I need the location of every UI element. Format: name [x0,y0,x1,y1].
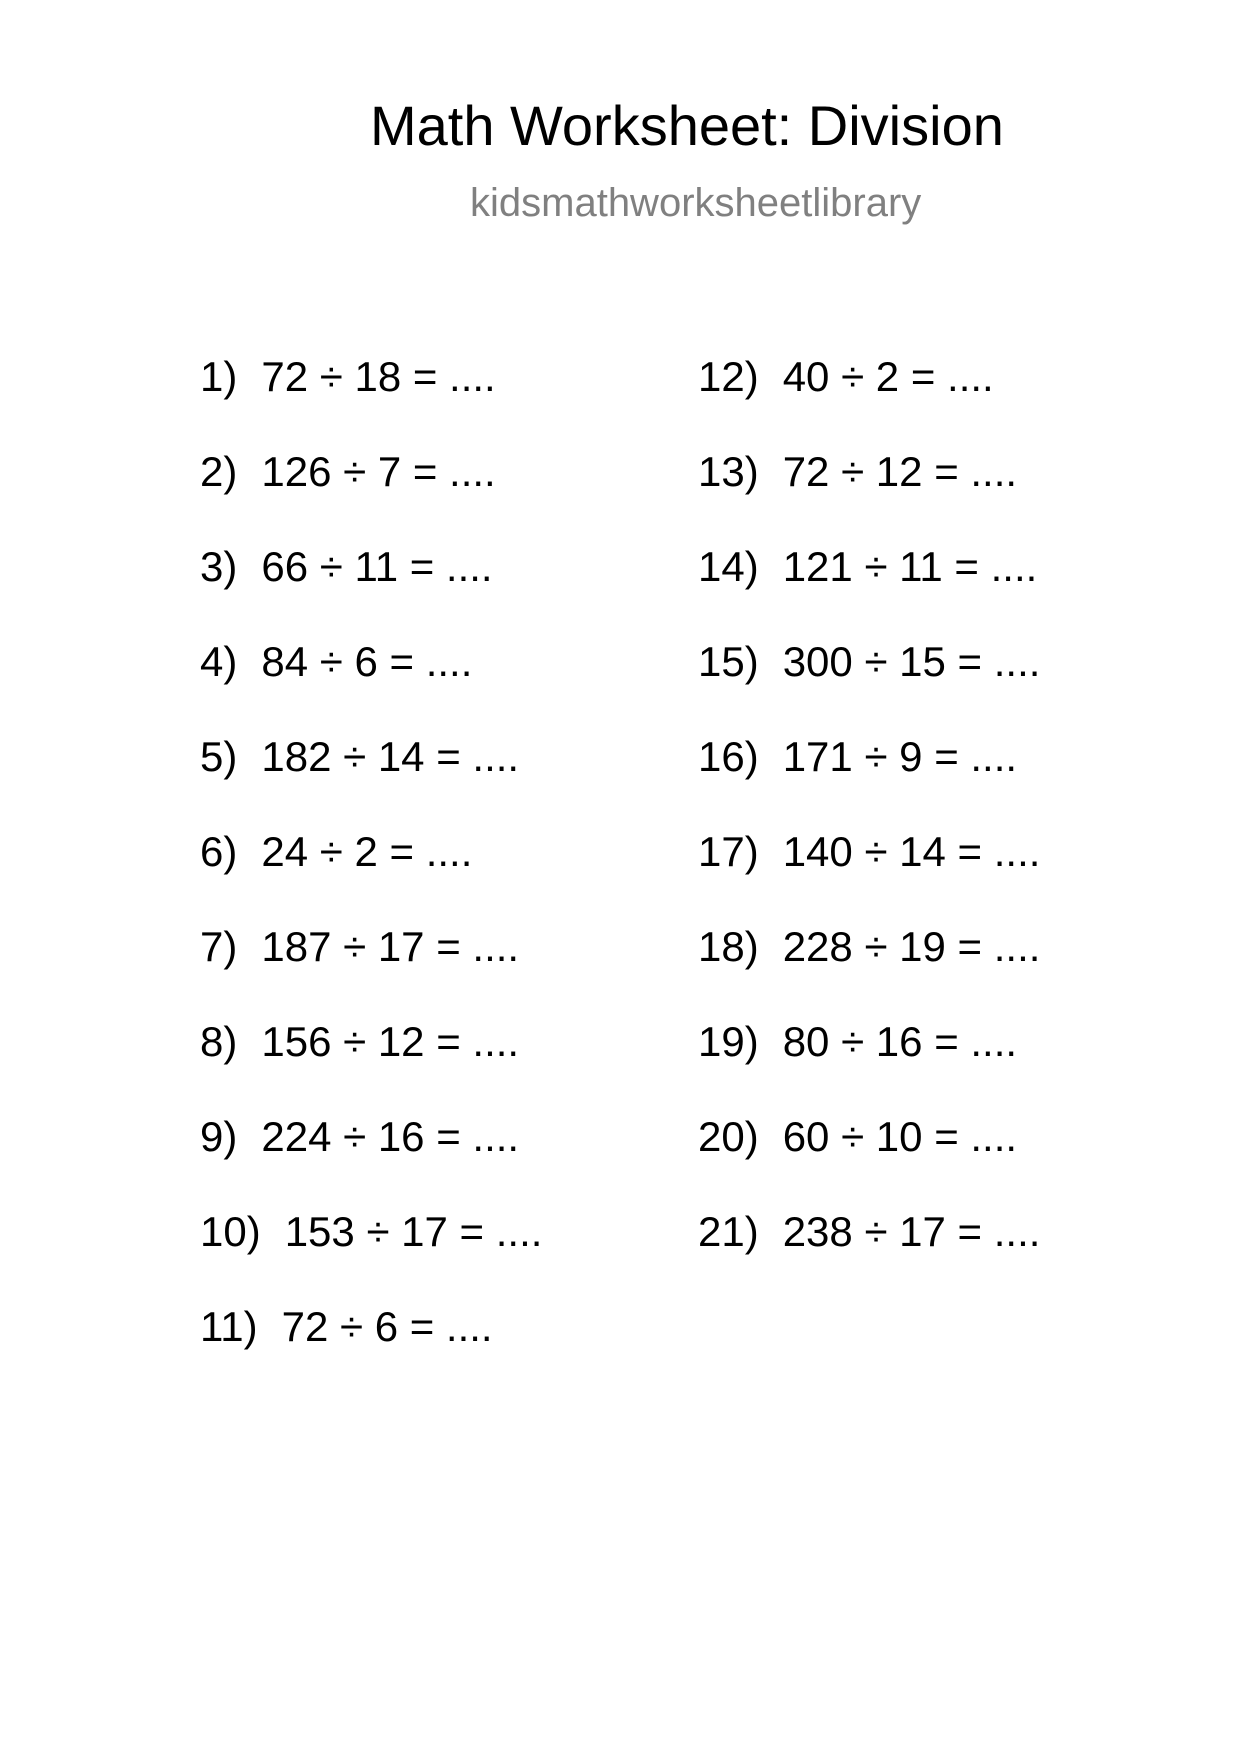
problem-expression: 126 ÷ 7 = .... [261,448,496,495]
problem-item [698,350,1198,445]
problem-item [200,350,680,445]
problem-expression: 156 ÷ 12 = .... [261,1018,520,1065]
problem-number: 4) [200,638,238,685]
problem-item [698,920,1198,1015]
problem-list-left [200,350,680,1395]
problem-number: 16) [698,733,759,780]
problem-item [200,825,680,920]
problem-number: 20) [698,1113,759,1160]
problem-item [200,730,680,825]
problem-number: 8) [200,1018,238,1065]
problem-expression: 72 ÷ 6 = .... [281,1303,493,1350]
problem-number: 13) [698,448,759,495]
problem-expression: 72 ÷ 18 = .... [261,353,496,400]
problem-expression: 153 ÷ 17 = .... [284,1208,543,1255]
problem-item [698,540,1198,635]
problem-expression: 238 ÷ 17 = .... [782,1208,1041,1255]
problem-item [200,920,680,1015]
problem-expression: 171 ÷ 9 = .... [782,733,1018,780]
problem-number: 5) [200,733,238,780]
problem-number: 12) [698,353,759,400]
problem-expression: 24 ÷ 2 = .... [261,828,473,875]
problem-list-right [698,350,1198,1300]
problem-expression: 66 ÷ 11 = .... [261,543,493,590]
page-subtitle: kidsmathworksheetlibrary [470,181,922,225]
problem-number: 2) [200,448,238,495]
problem-number: 15) [698,638,759,685]
problem-expression: 40 ÷ 2 = .... [782,353,994,400]
problem-expression: 300 ÷ 15 = .... [782,638,1041,685]
problem-item [698,445,1198,540]
problem-item [200,540,680,635]
problem-number: 19) [698,1018,759,1065]
problem-number: 1) [200,353,238,400]
problem-number: 10) [200,1208,261,1255]
problem-number: 11) [200,1303,258,1350]
problem-expression: 121 ÷ 11 = .... [782,543,1038,590]
problem-item [698,1015,1198,1110]
problem-item [698,1205,1198,1300]
problem-expression: 228 ÷ 19 = .... [782,923,1041,970]
problem-item [698,825,1198,920]
problem-item [200,1205,680,1300]
problem-item [200,445,680,540]
problem-expression: 187 ÷ 17 = .... [261,923,520,970]
problem-expression: 182 ÷ 14 = .... [261,733,520,780]
problem-expression: 140 ÷ 14 = .... [782,828,1041,875]
problem-number: 7) [200,923,238,970]
problem-number: 17) [698,828,759,875]
problem-expression: 60 ÷ 10 = .... [782,1113,1018,1160]
problem-item [200,635,680,730]
problem-expression: 72 ÷ 12 = .... [782,448,1018,495]
page-title: Math Worksheet: Division [370,94,1004,157]
problem-number: 14) [698,543,759,590]
problem-number: 21) [698,1208,759,1255]
problem-number: 3) [200,543,238,590]
problem-item [200,1110,680,1205]
problem-expression: 80 ÷ 16 = .... [782,1018,1018,1065]
problem-item [698,1110,1198,1205]
problem-item [698,730,1198,825]
problem-item [698,635,1198,730]
problem-expression: 84 ÷ 6 = .... [261,638,473,685]
problem-number: 18) [698,923,759,970]
problem-item [200,1300,680,1395]
problem-expression: 224 ÷ 16 = .... [261,1113,520,1160]
problem-number: 6) [200,828,238,875]
problem-item [200,1015,680,1110]
problem-number: 9) [200,1113,238,1160]
